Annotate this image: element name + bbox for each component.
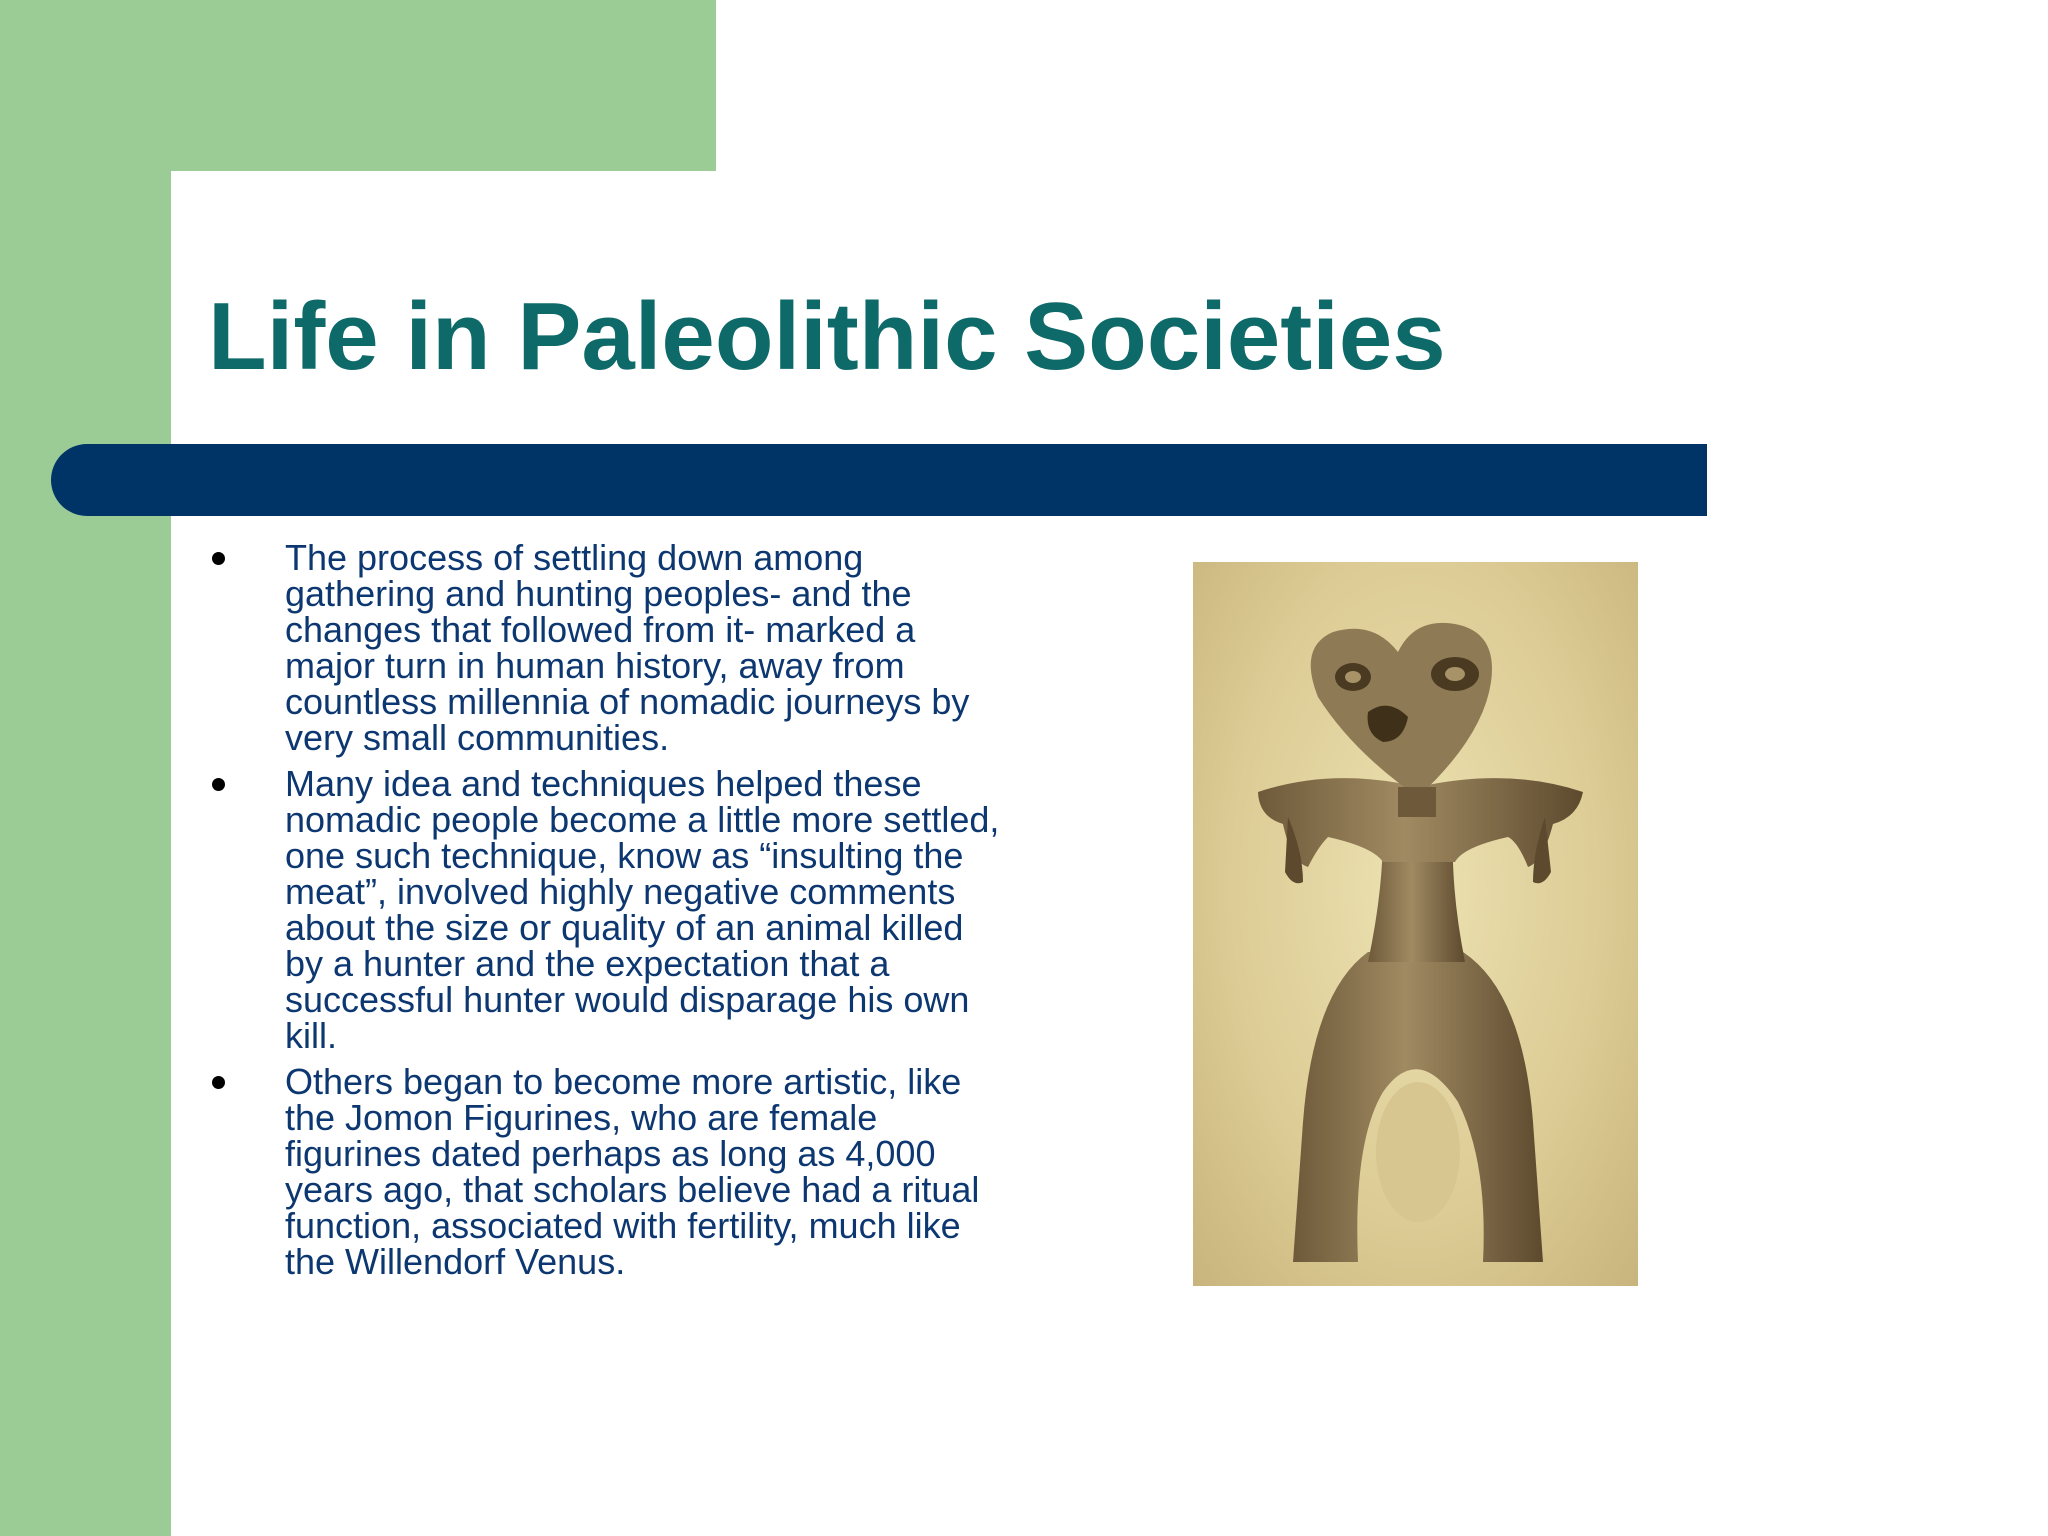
bullet-dot-icon — [212, 1076, 225, 1089]
bullet-list — [208, 537, 1008, 1290]
green-side-band — [0, 0, 171, 1536]
bullet-text: The process of settling down among gathering and hunting peoples- and the changes that followed from it- marked a major turn in human history, away from countless millennia of nomadic journeys by very small communities. — [285, 537, 970, 758]
slide-title: Life in Paleolithic Societies — [208, 283, 1446, 390]
bullet-text: Others began to become more artistic, like the Jomon Figurines, who are female figurines dated perhaps as long as 4,000 years ago, that scholars believe had a ritual function, associated with fertility, much like the Willendorf Venus. — [285, 1061, 980, 1282]
figurine-illustration — [1193, 562, 1638, 1286]
bullet-dot-icon — [212, 778, 225, 791]
title-divider-bar — [51, 444, 1707, 516]
green-top-band — [0, 0, 716, 171]
jomon-figurine-image — [1193, 562, 1638, 1286]
bullet-item — [208, 537, 1008, 758]
bullet-item — [208, 1061, 1008, 1282]
bullet-dot-icon — [212, 552, 225, 565]
bullet-text: Many idea and techniques helped these nomadic people become a little more settled, one such technique, know as “insulting the meat”, involved highly negative comments about the size or quality of an animal killed by a hunter and the expectation that a successful hunter would disparage his own kill. — [285, 763, 1000, 1056]
bullet-item — [208, 763, 1008, 1056]
